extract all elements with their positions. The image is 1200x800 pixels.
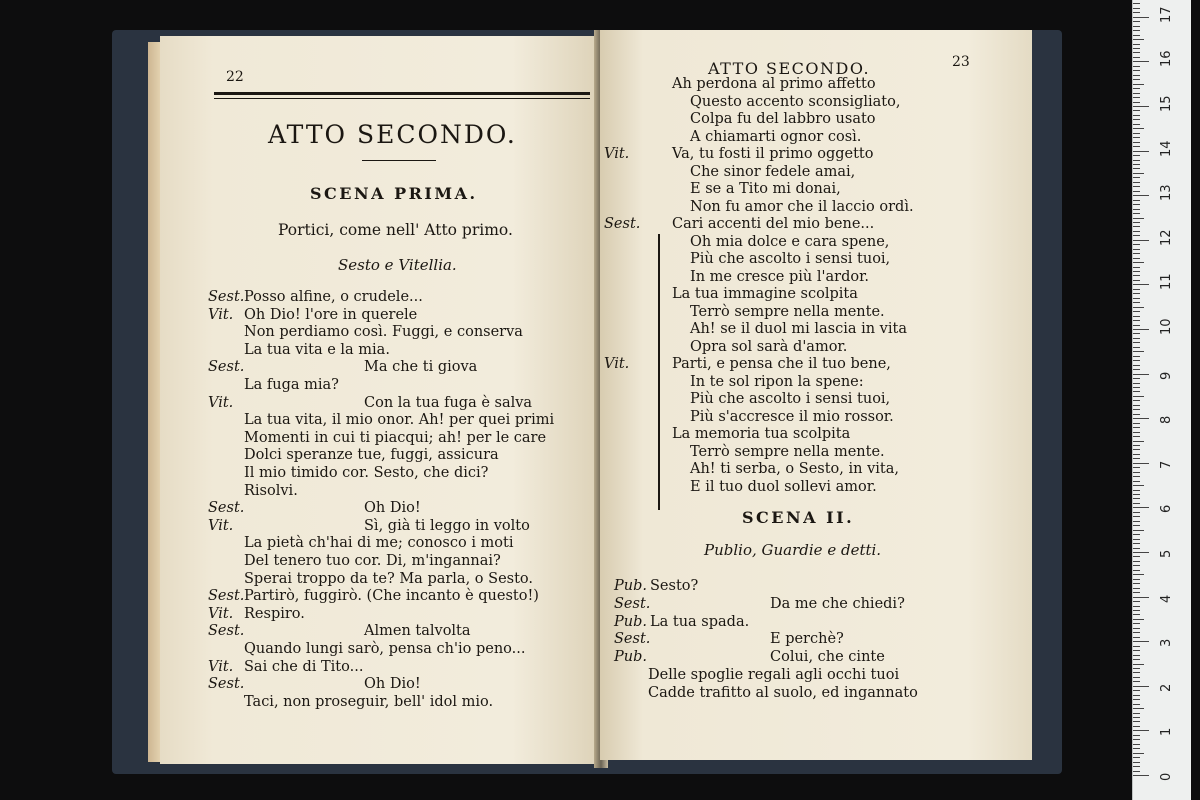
ruler-tick xyxy=(1133,3,1140,4)
ruler-tick xyxy=(1133,561,1140,562)
ruler-tick xyxy=(1133,8,1140,9)
ruler-tick xyxy=(1133,302,1140,303)
ruler-tick xyxy=(1133,173,1144,174)
ruler-tick xyxy=(1133,766,1140,767)
verse-line: Momenti in cui ti piacqui; ah! per le care xyxy=(244,429,547,446)
ruler-tick xyxy=(1133,623,1140,624)
ruler-tick xyxy=(1133,137,1140,138)
verse-line: Oh Dio! xyxy=(364,500,421,517)
ruler-tick xyxy=(1133,124,1140,125)
ruler-tick xyxy=(1133,79,1140,80)
verse-line: Oh mia dolce e cara spene, xyxy=(690,233,890,250)
ruler-tick xyxy=(1133,204,1140,205)
ruler-tick xyxy=(1133,106,1149,107)
ruler-tick xyxy=(1133,244,1140,245)
verse-line: Ah! se il duol mi lascia in vita xyxy=(690,321,907,337)
speaker-label: Vit. xyxy=(208,658,234,675)
speaker-label: Pub. xyxy=(614,578,647,594)
ruler-tick xyxy=(1133,396,1144,397)
ruler-tick xyxy=(1133,271,1140,272)
ruler-tick xyxy=(1133,267,1140,268)
setting-line: Portici, come nell' Atto primo. xyxy=(278,221,513,239)
speaker-label: Sest. xyxy=(614,595,651,612)
ruler-tick xyxy=(1133,579,1140,580)
verse-line: Sai che di Tito... xyxy=(244,658,364,675)
ruler-tick xyxy=(1133,668,1140,669)
ruler-tick xyxy=(1133,369,1140,370)
ruler-tick xyxy=(1133,476,1140,477)
ruler-tick xyxy=(1133,757,1140,758)
ruler-tick xyxy=(1133,338,1140,339)
ruler-tick xyxy=(1133,88,1140,89)
ruler-label: 2 xyxy=(1159,683,1174,692)
ruler-label: 5 xyxy=(1159,549,1174,558)
ruler-tick xyxy=(1133,258,1140,259)
act-title: ATTO SECONDO. xyxy=(268,120,517,149)
ruler-tick xyxy=(1133,432,1140,433)
ruler-tick xyxy=(1133,298,1140,299)
ruler-tick xyxy=(1133,485,1144,486)
verse-line: Questo accento sconsigliato, xyxy=(690,93,901,110)
ruler-tick xyxy=(1133,329,1149,330)
verse-line: Terrò sempre nella mente. xyxy=(690,443,885,460)
ruler-tick xyxy=(1133,704,1140,705)
ruler-tick xyxy=(1133,44,1140,45)
ruler-tick xyxy=(1133,57,1140,58)
ruler-tick xyxy=(1133,12,1140,13)
ruler-tick xyxy=(1133,762,1140,763)
verse-line: In me cresce più l'ardor. xyxy=(690,268,870,285)
ruler-tick xyxy=(1133,695,1140,696)
ruler-tick xyxy=(1133,503,1140,504)
ruler-tick xyxy=(1133,775,1149,776)
page-number: 22 xyxy=(226,69,244,85)
scene-title: SCENA II. xyxy=(742,508,855,527)
verse-line: Oh Dio! l'ore in querele xyxy=(244,306,418,323)
verse-line: Almen talvolta xyxy=(364,623,471,640)
speaker-label: Sest. xyxy=(208,500,245,517)
verse-line: A chiamarti ognor così. xyxy=(690,128,862,145)
ruler-tick xyxy=(1133,374,1149,375)
ruler-tick xyxy=(1133,142,1140,143)
ruler-tick xyxy=(1133,191,1140,192)
ruler-tick xyxy=(1133,641,1149,642)
ruler-tick xyxy=(1133,597,1149,598)
ruler-tick xyxy=(1133,360,1140,361)
ruler-tick xyxy=(1133,275,1140,276)
ruler-tick xyxy=(1133,231,1140,232)
verse-line: Dolci speranze tue, fuggi, assicura xyxy=(244,447,499,464)
verse-line: Opra sol sarà d'amor. xyxy=(690,338,848,355)
ruler-tick xyxy=(1133,391,1140,392)
verse-line: Oh Dio! xyxy=(364,676,421,693)
ruler-tick xyxy=(1133,253,1140,254)
verse-line: E il tuo duol sollevi amor. xyxy=(690,478,877,495)
ruler-tick xyxy=(1133,26,1140,27)
ruler-label: 11 xyxy=(1159,273,1174,291)
ruler-tick xyxy=(1133,632,1140,633)
verse-line: La tua immagine scolpita xyxy=(672,286,858,302)
ruler-tick xyxy=(1133,650,1140,651)
ruler-tick xyxy=(1133,659,1140,660)
verse-line: Non fu amor che il laccio ordì. xyxy=(690,198,914,215)
ruler-tick xyxy=(1133,307,1144,308)
ruler-tick xyxy=(1133,748,1140,749)
speaker-label: Vit. xyxy=(604,356,630,372)
ruler-tick xyxy=(1133,744,1140,745)
verse-line: Sì, già ti leggo in volto xyxy=(364,517,530,534)
ruler-tick xyxy=(1133,565,1140,566)
ruler-tick xyxy=(1133,177,1140,178)
ruler-tick xyxy=(1133,400,1140,401)
verse-line: Il mio timido cor. Sesto, che dici? xyxy=(244,465,489,481)
verse-line: Colui, che cinte xyxy=(770,649,885,666)
ruler-tick xyxy=(1133,592,1140,593)
ruler-tick xyxy=(1133,672,1140,673)
ruler-tick xyxy=(1133,521,1140,522)
verse-line: La tua spada. xyxy=(650,613,750,630)
verse-line: Con la tua fuga è salva xyxy=(364,394,533,411)
title-rule xyxy=(362,160,436,161)
ruler-tick xyxy=(1133,30,1140,31)
ruler-tick xyxy=(1133,151,1149,152)
ruler-tick xyxy=(1133,160,1140,161)
ruler-tick xyxy=(1133,458,1140,459)
ruler-tick xyxy=(1133,753,1144,754)
ruler-tick xyxy=(1133,235,1140,236)
ruler-tick xyxy=(1133,610,1140,611)
speaker-label: Sest. xyxy=(208,359,245,376)
ruler-tick xyxy=(1133,655,1140,656)
ruler-label: 9 xyxy=(1159,371,1174,380)
ruler-tick xyxy=(1133,436,1140,437)
speaker-label: Sest. xyxy=(208,588,245,605)
verse-line: Più s'accresce il mio rossor. xyxy=(690,408,894,425)
ruler-tick xyxy=(1133,333,1140,334)
ruler-label: 10 xyxy=(1159,318,1174,335)
ruler-tick xyxy=(1133,249,1140,250)
ruler-tick xyxy=(1133,481,1140,482)
ruler-tick xyxy=(1133,449,1140,450)
ruler-tick xyxy=(1133,507,1149,508)
measurement-ruler xyxy=(1132,0,1191,800)
ruler-label: 1 xyxy=(1159,728,1174,737)
speaker-label: Sest. xyxy=(208,676,245,693)
characters-line: Publio, Guardie e detti. xyxy=(704,541,882,559)
ruler-tick xyxy=(1133,21,1140,22)
ruler-tick xyxy=(1133,61,1149,62)
ruler-tick xyxy=(1133,494,1140,495)
verse-line: Sperai troppo da te? Ma parla, o Sesto. xyxy=(244,570,534,587)
ruler-tick xyxy=(1133,490,1140,491)
header-rule xyxy=(214,92,590,95)
ruler-tick xyxy=(1133,427,1140,428)
verse-line: Partirò, fuggirò. (Che incanto è questo!) xyxy=(244,588,539,605)
verse-line: Quando lungi sarò, pensa ch'io peno... xyxy=(244,641,526,657)
ruler-label: 4 xyxy=(1159,594,1174,603)
ruler-tick xyxy=(1133,543,1140,544)
ruler-tick xyxy=(1133,383,1140,384)
ruler-tick xyxy=(1133,713,1140,714)
verse-line: La pietà ch'hai di me; conosco i moti xyxy=(244,535,514,552)
ruler-tick xyxy=(1133,213,1140,214)
ruler-tick xyxy=(1133,530,1144,531)
ruler-tick xyxy=(1133,351,1144,352)
ruler-tick xyxy=(1133,699,1140,700)
speaker-label: Pub. xyxy=(614,613,647,630)
verse-line: La fuga mia? xyxy=(244,377,339,393)
running-head: ATTO SECONDO. xyxy=(708,59,871,78)
verse-line: Che sinor fedele amai, xyxy=(690,163,856,180)
ruler-tick xyxy=(1133,454,1140,455)
ruler-tick xyxy=(1133,726,1140,727)
ruler-tick xyxy=(1133,240,1149,241)
ruler-label: 17 xyxy=(1159,6,1174,23)
ruler-tick xyxy=(1133,534,1140,535)
ruler-tick xyxy=(1133,262,1144,263)
page-number: 23 xyxy=(952,54,970,70)
ruler-tick xyxy=(1133,512,1140,513)
ruler-tick xyxy=(1133,548,1140,549)
ruler-tick xyxy=(1133,168,1140,169)
speaker-label: Pub. xyxy=(614,649,647,666)
ruler-tick xyxy=(1133,35,1140,36)
bracket-line xyxy=(658,234,660,510)
speaker-label: Vit. xyxy=(208,605,234,622)
ruler-tick xyxy=(1133,280,1140,281)
verse-line: In te sol ripon la spene: xyxy=(690,373,864,390)
ruler-label: 6 xyxy=(1159,505,1174,514)
ruler-tick xyxy=(1133,195,1149,196)
ruler-tick xyxy=(1133,128,1144,129)
ruler-tick xyxy=(1133,146,1140,147)
ruler-tick xyxy=(1133,182,1140,183)
ruler-tick xyxy=(1133,39,1144,40)
verse-line: Cari accenti del mio bene... xyxy=(672,216,875,232)
verse-line: La memoria tua scolpita xyxy=(672,426,851,442)
verse-line: La tua vita, il mio onor. Ah! per quei primi xyxy=(244,412,555,429)
ruler-tick xyxy=(1133,70,1140,71)
ruler-tick xyxy=(1133,556,1140,557)
ruler-tick xyxy=(1133,525,1140,526)
ruler-label: 12 xyxy=(1159,229,1174,246)
speaker-label: Vit. xyxy=(208,394,234,411)
ruler-tick xyxy=(1133,52,1140,53)
verse-line: Delle spoglie regali agli occhi tuoi xyxy=(648,667,900,683)
ruler-tick xyxy=(1133,418,1149,419)
ruler-tick xyxy=(1133,378,1140,379)
verse-line: Ah! ti serba, o Sesto, in vita, xyxy=(690,461,899,477)
characters-line: Sesto e Vitellia. xyxy=(338,256,457,274)
ruler-tick xyxy=(1133,628,1140,629)
ruler-tick xyxy=(1133,342,1140,343)
verse-line: Sesto? xyxy=(650,578,699,594)
verse-line: Taci, non proseguir, bell' idol mio. xyxy=(244,693,494,710)
ruler-tick xyxy=(1133,75,1140,76)
ruler-tick xyxy=(1133,721,1140,722)
verse-line: Del tenero tuo cor. Di, m'ingannai? xyxy=(244,553,501,569)
ruler-tick xyxy=(1133,463,1149,464)
ruler-tick xyxy=(1133,467,1140,468)
verse-line: Terrò sempre nella mente. xyxy=(690,303,885,320)
speaker-label: Vit. xyxy=(604,146,630,162)
ruler-label: 14 xyxy=(1159,140,1174,157)
ruler-tick xyxy=(1133,164,1140,165)
ruler-tick xyxy=(1133,717,1140,718)
ruler-tick xyxy=(1133,539,1140,540)
speaker-label: Sest. xyxy=(208,623,245,640)
verse-line: Più che ascolto i sensi tuoi, xyxy=(690,251,891,267)
ruler-label: 7 xyxy=(1159,460,1174,469)
ruler-tick xyxy=(1133,387,1140,388)
speaker-label: Vit. xyxy=(208,517,234,534)
ruler-tick xyxy=(1133,110,1140,111)
ruler-tick xyxy=(1133,588,1140,589)
verse-line: Respiro. xyxy=(244,605,305,622)
ruler-tick xyxy=(1133,681,1140,682)
ruler-tick xyxy=(1133,84,1144,85)
scene-title: SCENA PRIMA. xyxy=(310,184,478,203)
ruler-tick xyxy=(1133,583,1140,584)
verse-line: Ma che ti giova xyxy=(364,359,478,376)
ruler-tick xyxy=(1133,574,1144,575)
ruler-tick xyxy=(1133,316,1140,317)
ruler-tick xyxy=(1133,441,1144,442)
ruler-tick xyxy=(1133,119,1140,120)
ruler-tick xyxy=(1133,730,1149,731)
ruler-tick xyxy=(1133,423,1140,424)
ruler-label: 8 xyxy=(1159,415,1174,425)
ruler-tick xyxy=(1133,293,1140,294)
ruler-tick xyxy=(1133,200,1140,201)
verse-line: Colpa fu del labbro usato xyxy=(690,111,876,127)
ruler-tick xyxy=(1133,619,1144,620)
ruler-tick xyxy=(1133,498,1140,499)
ruler-tick xyxy=(1133,115,1140,116)
ruler-tick xyxy=(1133,209,1140,210)
ruler-tick xyxy=(1133,445,1140,446)
speaker-label: Sest. xyxy=(208,289,245,305)
header-rule-thin xyxy=(214,98,590,99)
ruler-tick xyxy=(1133,186,1140,187)
ruler-tick xyxy=(1133,735,1140,736)
ruler-label: 15 xyxy=(1159,95,1174,112)
verse-line: Va, tu fosti il primo oggetto xyxy=(672,146,874,162)
verse-line: Non perdiamo così. Fuggi, e conserva xyxy=(244,324,523,341)
ruler-tick xyxy=(1133,708,1144,709)
ruler-tick xyxy=(1133,409,1140,410)
ruler-tick xyxy=(1133,325,1140,326)
ruler-label: 3 xyxy=(1159,638,1174,648)
ruler-tick xyxy=(1133,472,1140,473)
ruler-tick xyxy=(1133,614,1140,615)
ruler-tick xyxy=(1133,66,1140,67)
speaker-label: Vit. xyxy=(208,306,234,323)
ruler-tick xyxy=(1133,686,1149,687)
ruler-tick xyxy=(1133,320,1140,321)
ruler-tick xyxy=(1133,133,1140,134)
ruler-tick xyxy=(1133,637,1140,638)
ruler-tick xyxy=(1133,347,1140,348)
ruler-tick xyxy=(1133,226,1140,227)
ruler-tick xyxy=(1133,677,1140,678)
ruler-label: 0 xyxy=(1159,772,1174,781)
left-page xyxy=(160,36,600,764)
verse-line: Cadde trafitto al suolo, ed ingannato xyxy=(648,684,918,701)
ruler-label: 16 xyxy=(1159,50,1174,68)
ruler-tick xyxy=(1133,414,1140,415)
ruler-tick xyxy=(1133,365,1140,366)
ruler-tick xyxy=(1133,289,1140,290)
ruler-tick xyxy=(1133,284,1149,285)
ruler-tick xyxy=(1133,311,1140,312)
ruler-tick xyxy=(1133,646,1140,647)
verse-line: E perchè? xyxy=(770,631,844,648)
ruler-tick xyxy=(1133,97,1140,98)
ruler-tick xyxy=(1133,552,1149,553)
ruler-tick xyxy=(1133,739,1140,740)
ruler-tick xyxy=(1133,93,1140,94)
speaker-label: Sest. xyxy=(604,216,641,232)
verse-line: La tua vita e la mia. xyxy=(244,341,390,358)
verse-line: Ah perdona al primo affetto xyxy=(672,76,876,92)
ruler-tick xyxy=(1133,155,1140,156)
speaker-label: Sest. xyxy=(614,631,651,648)
ruler-tick xyxy=(1133,606,1140,607)
ruler-tick xyxy=(1133,102,1140,103)
ruler-tick xyxy=(1133,222,1140,223)
verse-line: Risolvi. xyxy=(244,482,298,499)
ruler-tick xyxy=(1133,570,1140,571)
verse-line: Parti, e pensa che il tuo bene, xyxy=(672,356,891,372)
ruler-tick xyxy=(1133,48,1140,49)
ruler-tick xyxy=(1133,356,1140,357)
ruler-tick xyxy=(1133,218,1144,219)
ruler-tick xyxy=(1133,17,1149,18)
verse-line: Posso alfine, o crudele... xyxy=(244,289,423,305)
ruler-tick xyxy=(1133,771,1140,772)
ruler-tick xyxy=(1133,516,1140,517)
verse-line: E se a Tito mi donai, xyxy=(690,181,841,197)
verse-line: Da me che chiedi? xyxy=(770,595,905,612)
ruler-tick xyxy=(1133,690,1140,691)
ruler-tick xyxy=(1133,405,1140,406)
ruler-tick xyxy=(1133,601,1140,602)
right-page xyxy=(600,30,1032,760)
ruler-label: 13 xyxy=(1159,184,1174,202)
verse-line: Più che ascolto i sensi tuoi, xyxy=(690,391,891,407)
ruler-tick xyxy=(1133,664,1144,665)
